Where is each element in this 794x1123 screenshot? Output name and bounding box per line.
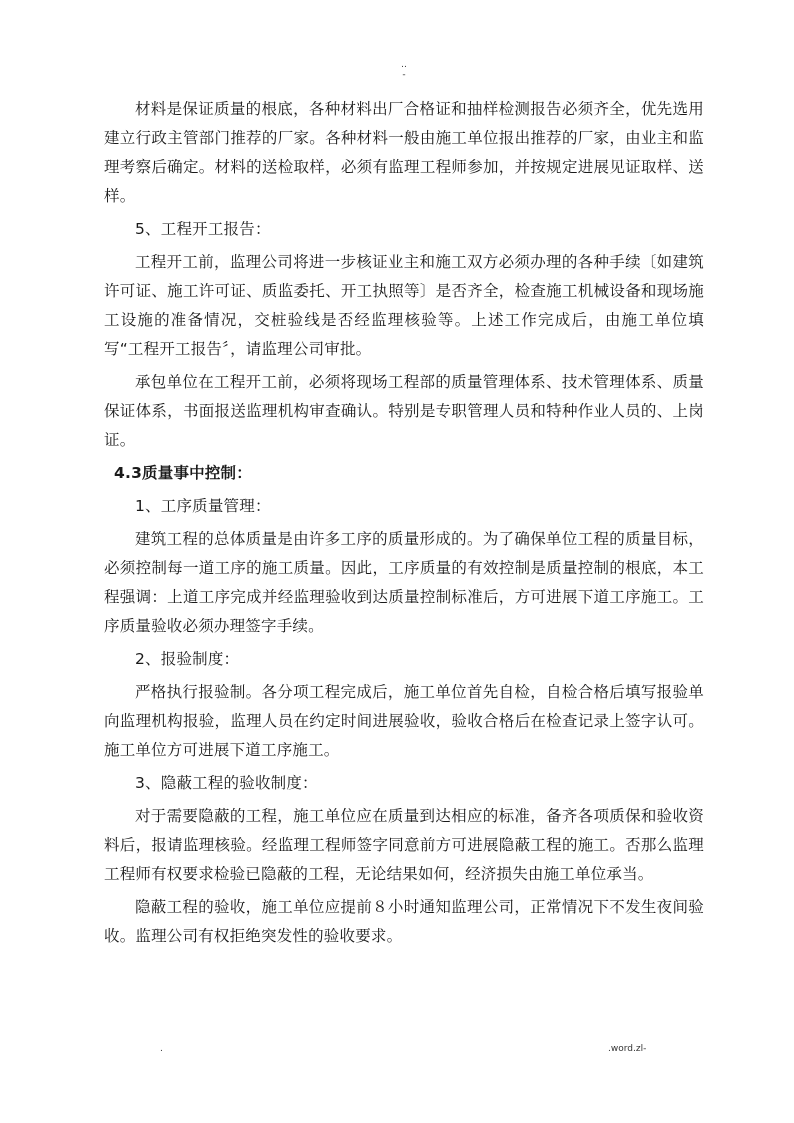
paragraph-start-report: 工程开工前，监理公司将进一步核证业主和施工双方必须办理的各种手续〔如建筑许可证、施工许可证、质监委托、开工执照等〕是否齐全，检查施工机械设备和现场施工设施的准备情况，交桩验线是否经监理核验等。上述工作完成后，由施工单位填写“工程开工报告〞，请监理公司审批。 — [104, 253, 704, 358]
footer-left-mark: . — [160, 1044, 163, 1054]
heading-inspection-system: 2、报验制度： — [135, 650, 240, 668]
heading-concealed-works: 3、隐蔽工程的验收制度： — [135, 774, 318, 792]
paragraph-concealed-works: 对于需要隐蔽的工程，施工单位应在质量到达相应的标准，备齐各项质保和验收资料后，报请监理核验。经监理工程师签字同意前方可进展隐蔽工程的施工。否那么监理工程师有权要求检验已隐蔽的工程，无论结果如何，经济损失由施工单位承当。 — [104, 807, 704, 883]
heading-start-report: 5、工程开工报告： — [135, 220, 271, 238]
paragraph-process-quality: 建筑工程的总体质量是由许多工序的质量形成的。为了确保单位工程的质量目标，必须控制每一道工序的施工质量。因此，工序质量的有效控制是质量控制的根底，本工程强调：上道工序完成并经监理验收到达质量控制标准后，方可进展下道工序施工。工序质量验收必须办理签字手续。 — [104, 530, 704, 635]
heading-process-quality: 1、工序质量管理： — [135, 497, 271, 515]
paragraph-contractor-systems: 承包单位在工程开工前，必须将现场工程部的质量管理体系、技术管理体系、质量保证体系，书面报送监理机构审查确认。特别是专职管理人员和特种作业人员的、上岗证。 — [104, 373, 704, 449]
document-body — [104, 95, 704, 955]
paragraph-inspection-system: 严格执行报验制。各分项工程完成后，施工单位首先自检，自检合格后填写报验单向监理机构报验，监理人员在约定时间进展验收，验收合格后在检查记录上签字认可。施工单位方可进展下道工序施工。 — [104, 683, 704, 759]
paragraph-concealed-acceptance: 隐蔽工程的验收，施工单位应提前８小时通知监理公司，正常情况下不发生夜间验收。监理公司有权拒绝突发性的验收要求。 — [104, 898, 704, 945]
paragraph-materials: 材料是保证质量的根底，各种材料出厂合格证和抽样检测报告必须齐全，优先选用建立行政主管部门推荐的厂家。各种材料一般由施工单位报出推荐的厂家，由业主和监理考察后确定。材料的送检取样，必须有监理工程师参加，并按规定进展见证取样、送样。 — [104, 100, 704, 205]
section-heading-in-process-control: 4.3质量事中控制： — [114, 464, 252, 482]
footer-right-mark: .word.zl- — [608, 1044, 647, 1054]
header-mark: .. - — [401, 60, 407, 80]
